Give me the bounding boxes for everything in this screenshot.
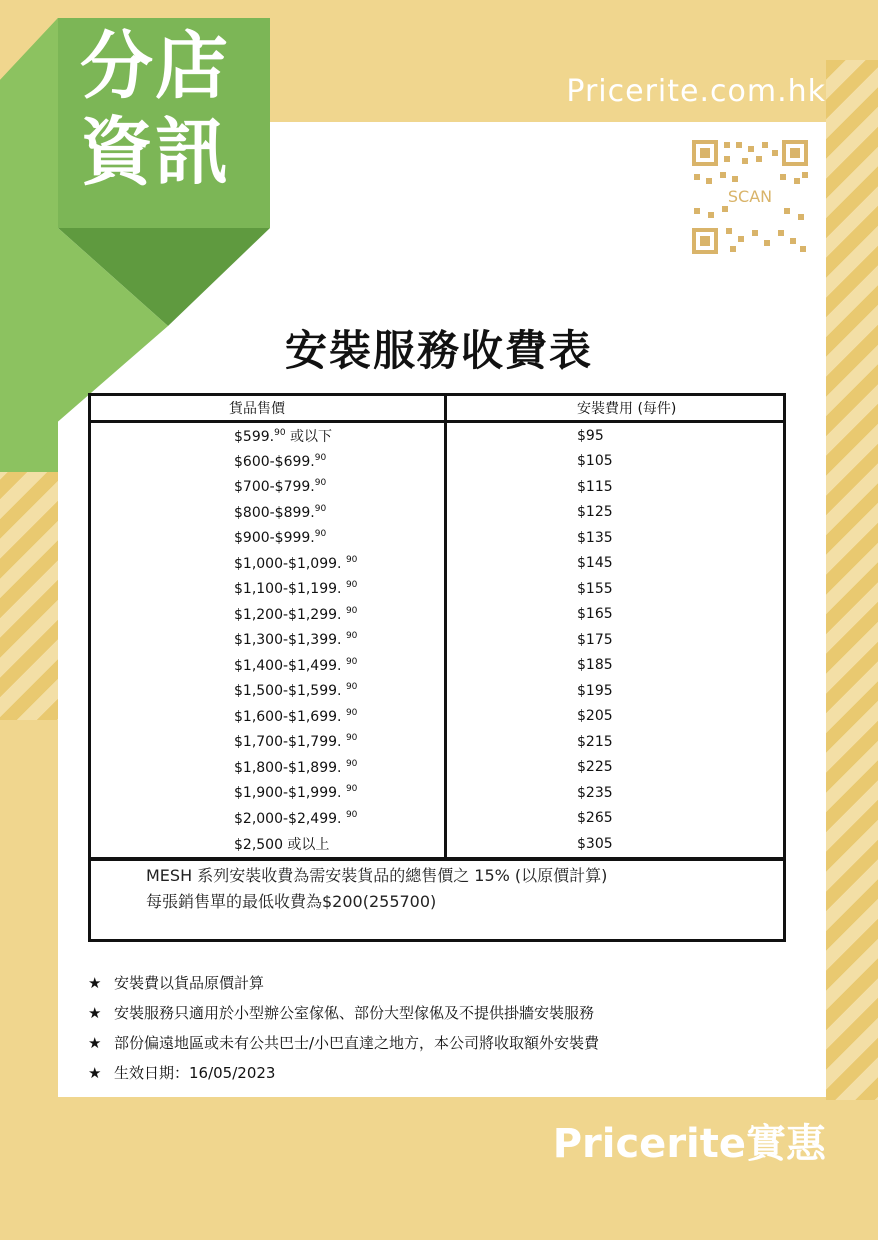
fee-cell: $175 — [577, 631, 613, 648]
table-row — [90, 627, 785, 653]
price-cents: 90 — [345, 554, 358, 565]
price-cell — [90, 755, 446, 781]
list-item — [88, 1058, 599, 1088]
price-cell — [90, 474, 446, 500]
fee-cell: $165 — [577, 606, 613, 623]
note-text: 安裝費以貨品原價計算 — [114, 974, 265, 992]
fee-cell: $185 — [577, 657, 613, 674]
table-row — [90, 602, 785, 628]
price-cell — [90, 831, 446, 858]
price-range: $1,300-$1,399. — [234, 632, 346, 649]
price-cell — [90, 576, 446, 602]
table-row — [90, 474, 785, 500]
badge-line-1: 分店 — [80, 24, 230, 109]
price-range: $1,200-$1,299. — [234, 606, 346, 623]
notes-list — [88, 968, 599, 1088]
table-row — [90, 780, 785, 806]
price-cents: 90 — [345, 580, 358, 591]
qr-scan-label: SCAN — [727, 187, 773, 206]
price-cell — [90, 627, 446, 653]
price-cents: 90 — [345, 707, 358, 718]
price-range: $2,500 或以上 — [234, 836, 330, 853]
table-row — [90, 729, 785, 755]
star-icon: ★ — [88, 1064, 102, 1082]
price-column-header: 貨品售價 — [90, 395, 446, 422]
table-row — [90, 653, 785, 679]
price-range: $2,000-$2,499. — [234, 810, 346, 827]
decorative-stripes-right — [826, 60, 878, 1100]
mesh-note-line-1: MESH 系列安裝收費為需安裝貨品的總售價之 15% (以原價計算) — [146, 866, 608, 885]
price-cell — [90, 780, 446, 806]
table-row — [90, 525, 785, 551]
decorative-stripes-left — [0, 440, 60, 720]
fee-cell: $265 — [577, 810, 613, 827]
fee-cell: $155 — [577, 580, 613, 597]
price-cents: 90 — [345, 784, 358, 795]
price-range: $800-$899. — [234, 504, 315, 521]
table-row — [90, 449, 785, 475]
fee-cell: $125 — [577, 504, 613, 521]
branch-info-badge — [80, 24, 260, 196]
price-cell — [90, 729, 446, 755]
installation-fee-table — [88, 393, 786, 860]
price-range: $1,500-$1,599. — [234, 683, 346, 700]
mesh-note-line-2: 每張銷售單的最低收費為$200(255700) — [146, 892, 437, 911]
fee-cell: $195 — [577, 682, 613, 699]
table-row — [90, 831, 785, 858]
price-cell — [90, 551, 446, 577]
price-range: $1,800-$1,899. — [234, 759, 346, 776]
list-item — [88, 968, 599, 998]
price-cents: 90 — [314, 478, 327, 489]
price-range: $599. — [234, 428, 275, 445]
note-text: 部份偏遠地區或未有公共巴士/小巴直達之地方，本公司將收取額外安裝費 — [114, 1034, 600, 1052]
price-cell — [90, 678, 446, 704]
table-row — [90, 755, 785, 781]
price-cents: 90 — [314, 529, 327, 540]
fee-cell: $135 — [577, 529, 613, 546]
price-cents: 90 — [345, 605, 358, 616]
table-row — [90, 500, 785, 526]
price-cell — [90, 500, 446, 526]
star-icon: ★ — [88, 1034, 102, 1052]
price-cents: 90 — [345, 733, 358, 744]
price-range: $700-$799. — [234, 479, 315, 496]
fee-column-header: 安裝費用 (每件) — [446, 395, 785, 422]
note-text: 生效日期：16/05/2023 — [114, 1064, 276, 1082]
price-range: $900-$999. — [234, 530, 315, 547]
table-row — [90, 551, 785, 577]
price-range: $1,600-$1,699. — [234, 708, 346, 725]
fee-cell: $235 — [577, 784, 613, 801]
star-icon: ★ — [88, 1004, 102, 1022]
price-cents: 90 — [274, 427, 286, 438]
price-suffix: 或以下 — [285, 428, 332, 445]
price-cell — [90, 525, 446, 551]
fee-cell: $95 — [577, 427, 604, 444]
table-row — [90, 678, 785, 704]
fee-cell: $215 — [577, 733, 613, 750]
table-row — [90, 576, 785, 602]
list-item — [88, 1028, 599, 1058]
price-cents: 90 — [345, 682, 358, 693]
price-cents: 90 — [314, 452, 327, 463]
fee-cell: $225 — [577, 759, 613, 776]
table-header-row — [90, 395, 785, 422]
price-cents: 90 — [345, 631, 358, 642]
page-title: 安裝服務收費表 — [284, 326, 593, 375]
price-cell — [90, 704, 446, 730]
list-item — [88, 998, 599, 1028]
fee-cell: $105 — [577, 453, 613, 470]
price-cents: 90 — [345, 656, 358, 667]
star-icon: ★ — [88, 974, 102, 992]
fee-cell: $305 — [577, 835, 613, 852]
price-cents: 90 — [314, 503, 327, 514]
note-text: 安裝服務只適用於小型辦公室傢俬、部份大型傢俬及不提供掛牆安裝服務 — [114, 1004, 595, 1022]
table-row — [90, 806, 785, 832]
price-cell — [90, 653, 446, 679]
website-url: Pricerite.com.hk — [566, 74, 826, 109]
fee-cell: $205 — [577, 708, 613, 725]
qr-code-icon[interactable] — [690, 138, 810, 256]
fee-cell: $115 — [577, 478, 613, 495]
price-range: $1,700-$1,799. — [234, 734, 346, 751]
price-cell — [90, 602, 446, 628]
pricerite-logo: Pricerite實惠 — [552, 1121, 826, 1167]
price-range: $600-$699. — [234, 453, 315, 470]
price-range: $1,400-$1,499. — [234, 657, 346, 674]
price-cell — [90, 449, 446, 475]
price-cents: 90 — [345, 809, 358, 820]
price-range: $1,100-$1,199. — [234, 581, 346, 598]
table-row — [90, 422, 785, 449]
mesh-note-box — [88, 858, 786, 942]
price-cell — [90, 422, 446, 449]
price-cell — [90, 806, 446, 832]
fee-cell: $145 — [577, 555, 613, 572]
price-range: $1,000-$1,099. — [234, 555, 346, 572]
badge-line-2: 資訊 — [80, 110, 230, 195]
price-range: $1,900-$1,999. — [234, 785, 346, 802]
table-row — [90, 704, 785, 730]
price-cents: 90 — [345, 758, 358, 769]
